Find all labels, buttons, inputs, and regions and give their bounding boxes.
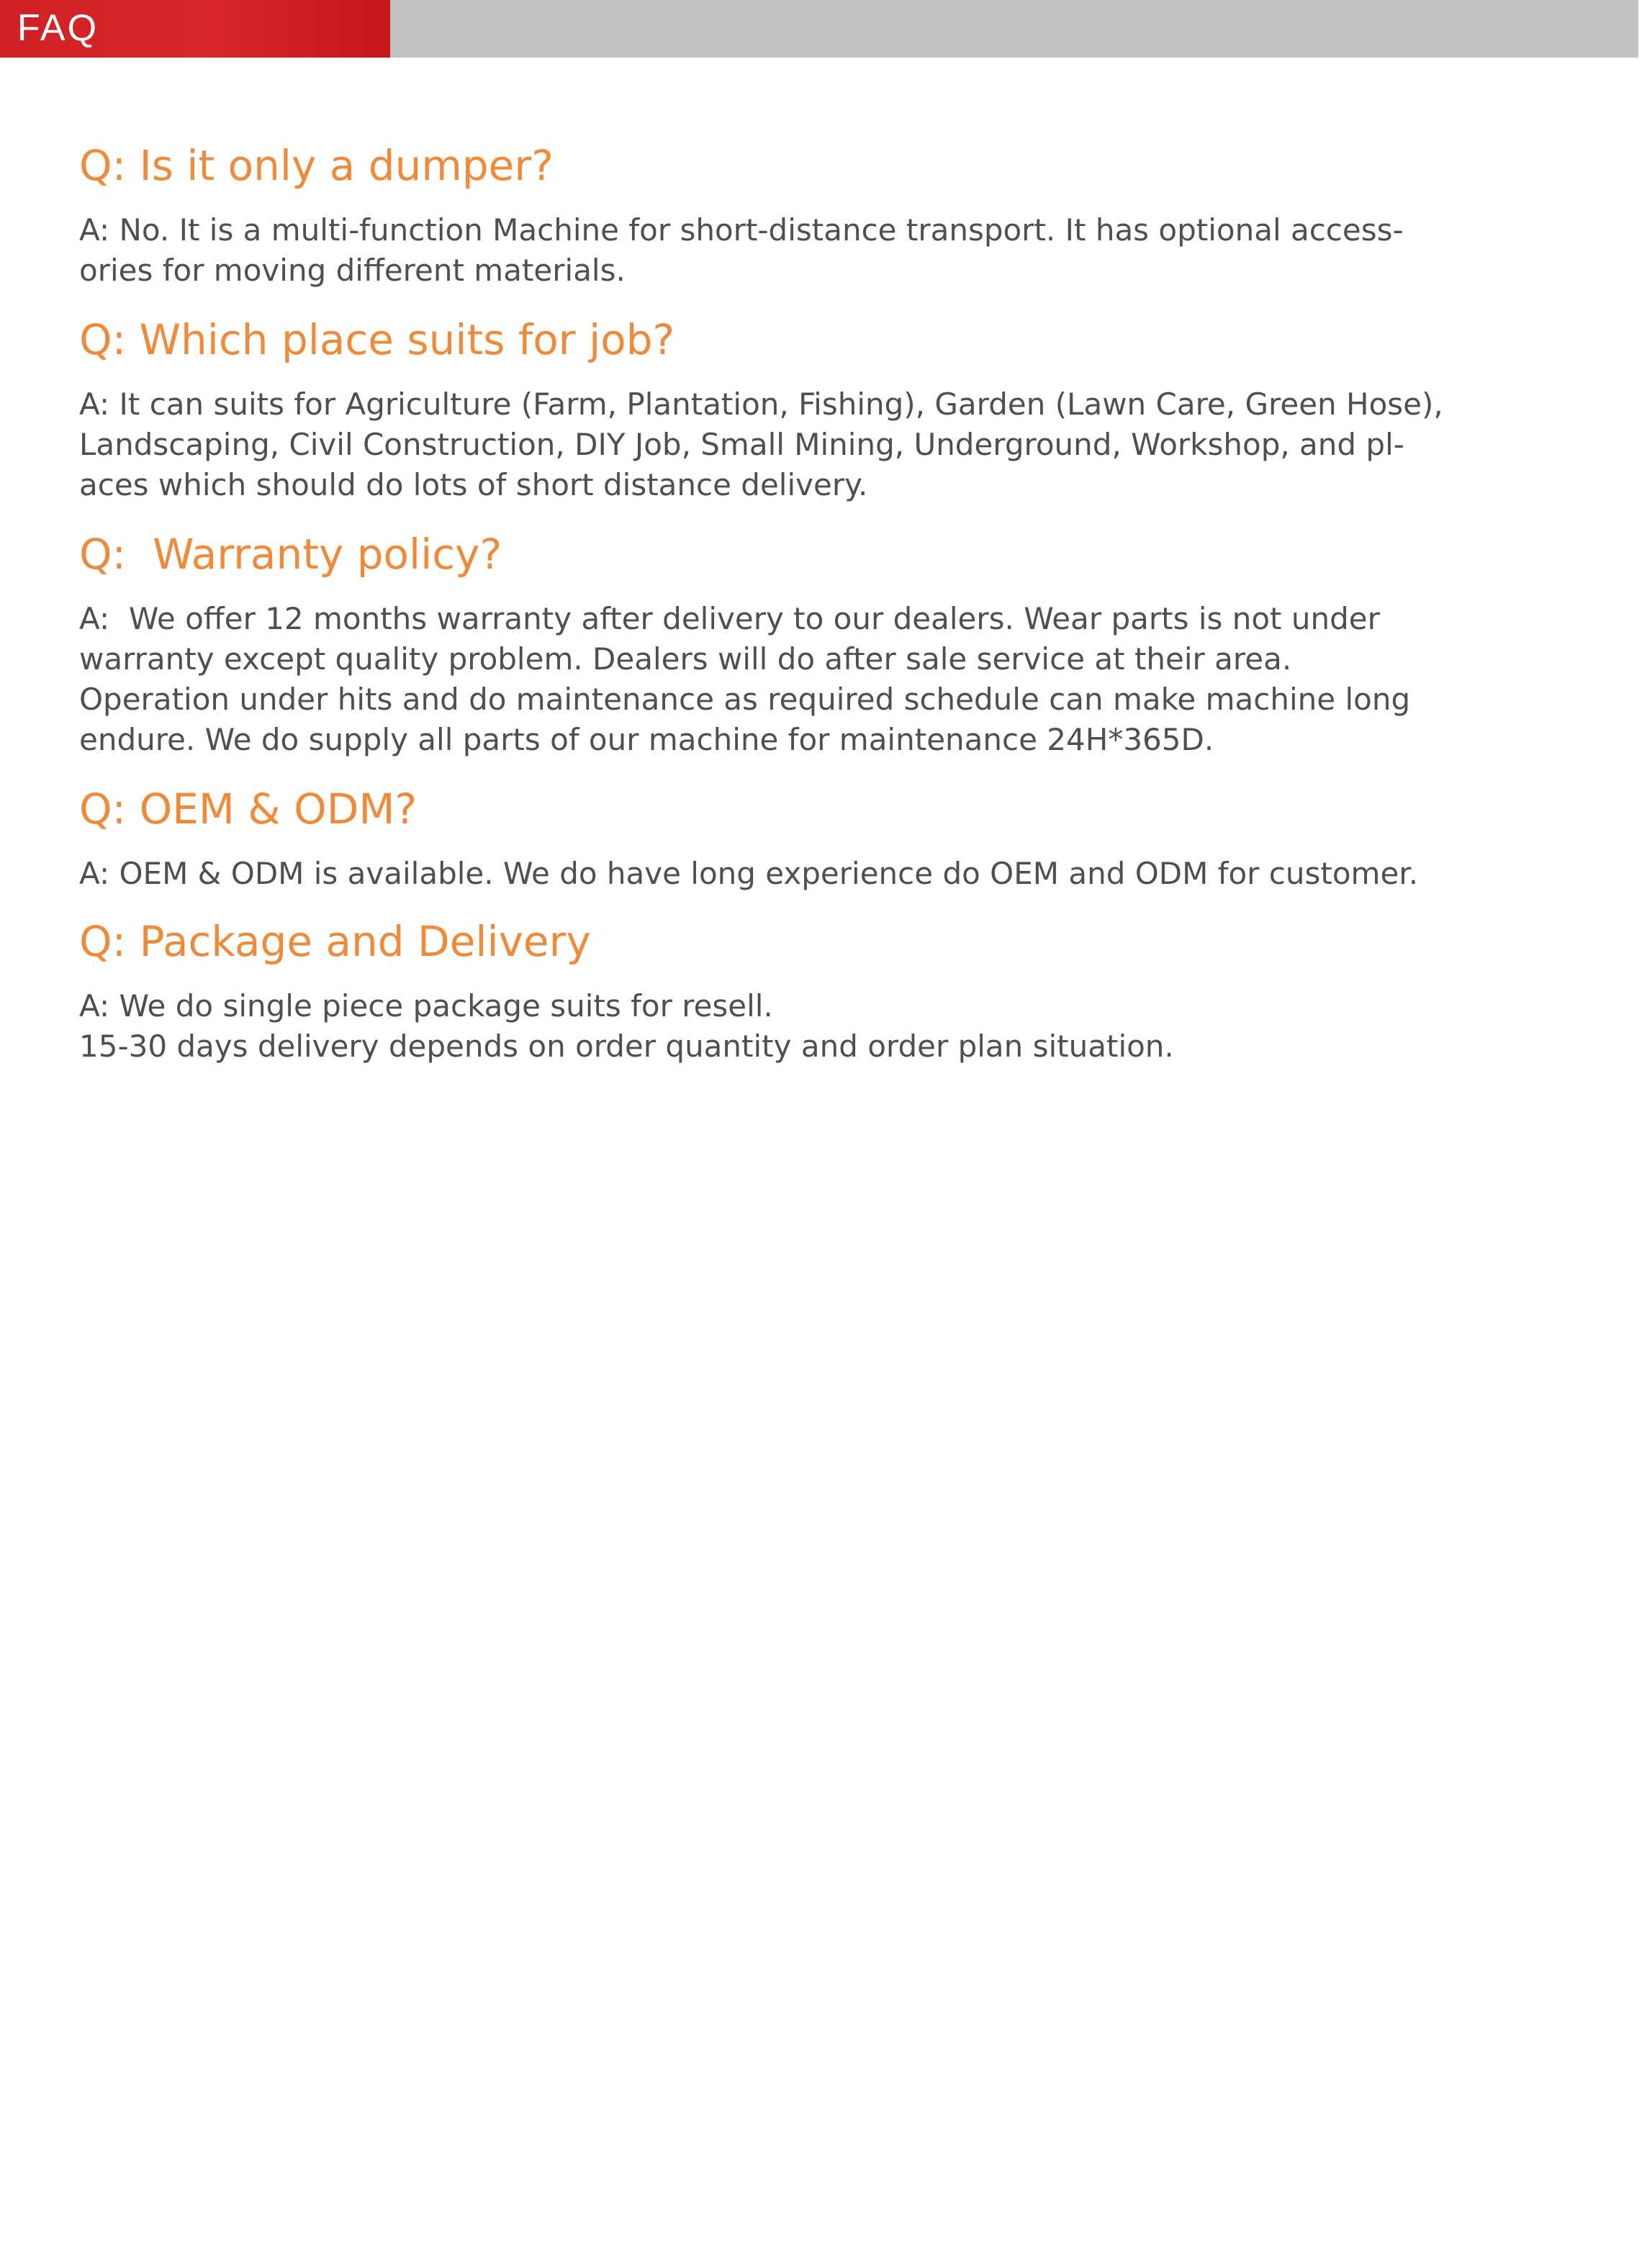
- faq-answer-line: A: We do single piece package suits for resell.: [79, 988, 773, 1024]
- faq-item: [79, 913, 1562, 1087]
- faq-answer-line: warranty except quality problem. Dealers will do after sale service at their area.: [79, 641, 1292, 677]
- faq-item: [79, 525, 1562, 780]
- faq-tab: [0, 0, 390, 58]
- faq-item: [79, 311, 1562, 525]
- faq-answer-line: Operation under hits and do maintenance as required schedule can make machine long: [79, 682, 1411, 717]
- faq-list: [79, 137, 1562, 1087]
- faq-answer-line: ories for moving different materials.: [79, 253, 626, 288]
- faq-question: Q: Which place suits for job?: [79, 315, 675, 364]
- faq-question: Q: OEM & ODM?: [79, 785, 418, 833]
- faq-answer: [79, 210, 1562, 291]
- faq-answer-line: 15-30 days delivery depends on order quantity and order plan situation.: [79, 1029, 1174, 1064]
- faq-question: Q: Package and Delivery: [79, 917, 591, 966]
- faq-answer-line: A: OEM & ODM is available. We do have long experience do OEM and ODM for customer.: [79, 856, 1419, 891]
- faq-answer-line: endure. We do supply all parts of our machine for maintenance 24H*365D.: [79, 722, 1214, 757]
- faq-answer-line: A: We offer 12 months warranty after delivery to our dealers. Wear parts is not under: [79, 601, 1380, 636]
- faq-answer: [79, 986, 1562, 1067]
- faq-answer: [79, 384, 1562, 505]
- faq-answer-line: aces which should do lots of short distance delivery.: [79, 467, 868, 502]
- faq-answer-line: A: No. It is a multi-function Machine for short-distance transport. It has optional access-: [79, 212, 1404, 248]
- faq-answer: [79, 599, 1562, 760]
- faq-question: Q: Is it only a dumper?: [79, 141, 554, 190]
- faq-item: [79, 137, 1562, 311]
- faq-item: [79, 780, 1562, 913]
- faq-question: Q: Warranty policy?: [79, 530, 502, 579]
- faq-answer: [79, 854, 1562, 894]
- faq-tab-label: FAQ: [17, 7, 99, 49]
- faq-answer-line: A: It can suits for Agriculture (Farm, Plantation, Fishing), Garden (Lawn Care, Green Hose),: [79, 387, 1443, 422]
- faq-answer-line: Landscaping, Civil Construction, DIY Job, Small Mining, Underground, Workshop, and pl-: [79, 427, 1404, 462]
